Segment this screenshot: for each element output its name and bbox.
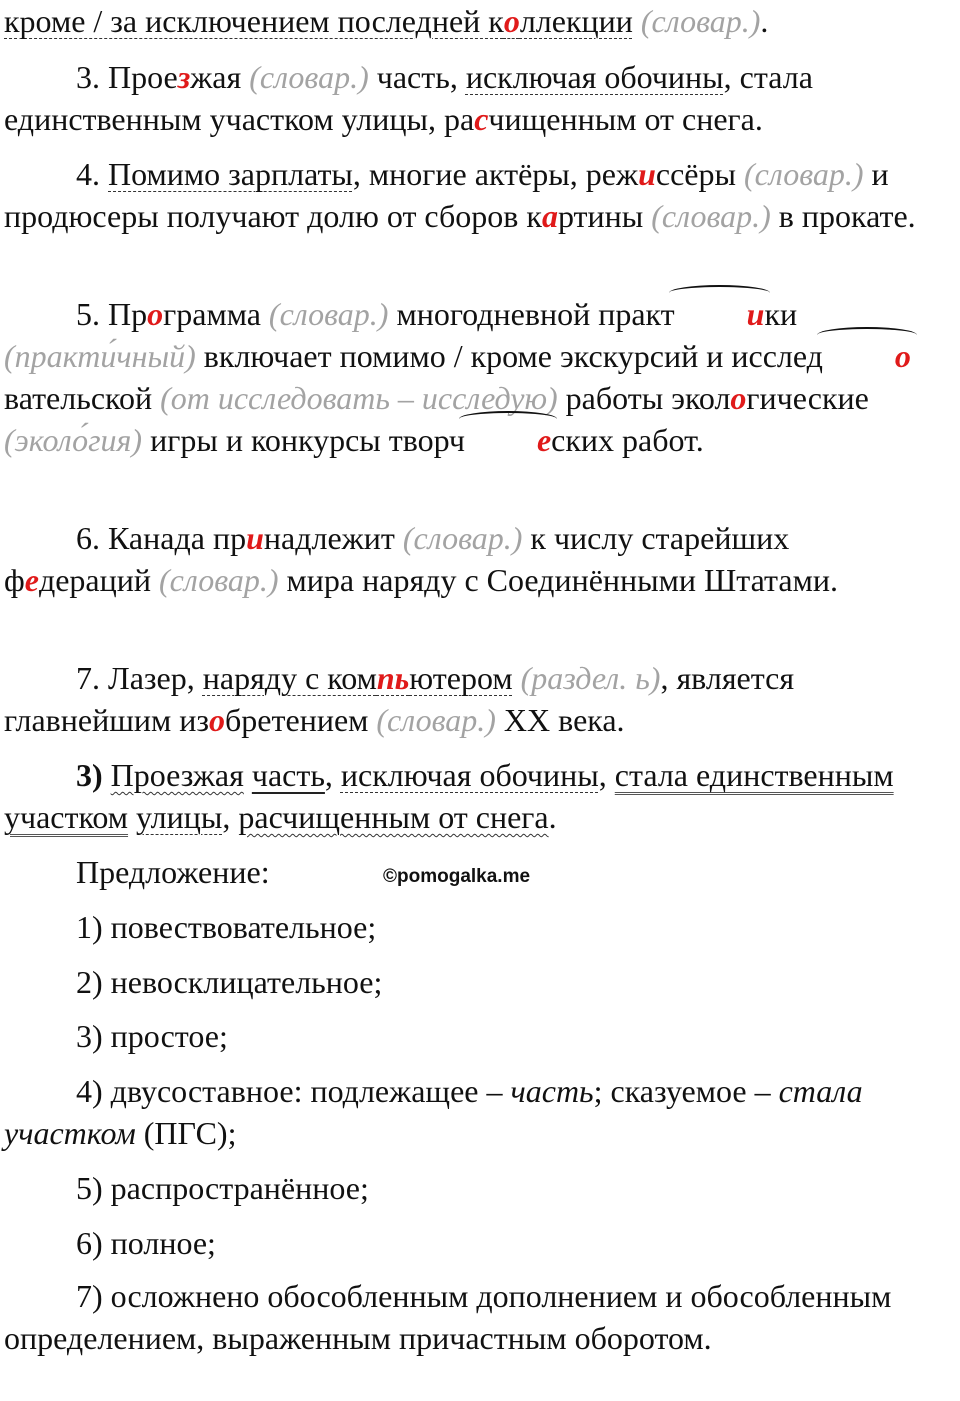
- text-run: бретением: [225, 702, 369, 738]
- list-item: 6) полное;: [76, 1225, 216, 1261]
- dictionary-note: (словар.): [402, 520, 523, 556]
- text-run: грамма: [163, 296, 261, 332]
- text-run: часть,: [376, 59, 458, 95]
- watermark: ©pomogalka.me: [383, 866, 531, 887]
- text-run: ; сказуемое –: [593, 1073, 771, 1109]
- item-number: 6. Канада пр: [76, 520, 247, 556]
- object-phrase: исключая обочины: [340, 757, 599, 793]
- highlighted-letter: о: [503, 3, 520, 39]
- highlighted-letter: и: [675, 293, 765, 335]
- list-item: 1) повествовательное;: [76, 909, 377, 945]
- dictionary-note: (словар.): [159, 562, 279, 598]
- item-number: 7. Лазер,: [76, 660, 195, 696]
- text-run: чищенным от снега.: [488, 101, 763, 137]
- italic-term: стала участком: [4, 1073, 863, 1151]
- list-item: 2) невосклицательное;: [76, 964, 383, 1000]
- dictionary-note: (от исследовать – исследую): [160, 380, 558, 416]
- highlighted-letter: с: [474, 101, 489, 137]
- parse-sentence: 3) Проезжая часть, исключая обочины, стала единственным участком улицы, расчищенным от снега.: [4, 757, 894, 835]
- italic-term: часть: [510, 1073, 594, 1109]
- text-run: игры и конкурсы творч: [150, 422, 465, 458]
- text-run: ских работ.: [551, 422, 704, 458]
- predicate: стала единственным: [614, 757, 894, 793]
- dictionary-note: (словар.): [640, 3, 761, 39]
- exercise-item-3: [4, 56, 934, 140]
- dictionary-note: (словар.): [268, 296, 389, 332]
- text-run: ютером: [409, 660, 513, 696]
- dashed-phrase: [203, 660, 513, 696]
- subject: часть: [251, 757, 325, 793]
- text-run: работы экол: [565, 380, 731, 416]
- dictionary-note: (словар.): [651, 198, 771, 234]
- participial-phrase: расчищенным от снега: [238, 799, 549, 835]
- exercise-item-4: [4, 153, 934, 237]
- list-item: 3) простое;: [76, 1018, 228, 1054]
- text-run: наряду с ком: [202, 660, 377, 696]
- text-run: вательской: [4, 380, 153, 416]
- dictionary-note: (словар.): [249, 59, 369, 95]
- dictionary-note: (словар.): [376, 702, 496, 738]
- object: улицы: [136, 799, 223, 835]
- dictionary-note: (раздел. ь): [520, 660, 661, 696]
- text-run: жая: [190, 59, 242, 95]
- text-run: гические: [746, 380, 869, 416]
- dictionary-note: (словар.): [743, 156, 864, 192]
- text-run: многодневной практ: [396, 296, 675, 332]
- highlighted-letter: е: [465, 419, 551, 461]
- exercise-item-7: [4, 657, 934, 741]
- text-run: и продюсеры получают долю от сборов к: [4, 156, 889, 234]
- highlighted-letter: пь: [376, 660, 410, 696]
- highlighted-letter: и: [246, 520, 264, 556]
- highlighted-letter: з: [177, 59, 191, 95]
- text-run: .: [760, 3, 769, 39]
- adverbial-phrase: Проезжая: [110, 757, 244, 793]
- highlighted-letter: и: [638, 156, 656, 192]
- text-run: ссёры: [655, 156, 736, 192]
- text-run: в прокате.: [778, 198, 916, 234]
- dashed-phrase: [4, 3, 633, 39]
- highlighted-letter: о: [730, 380, 747, 416]
- text-run: включает помимо / кроме экскурсий и исслед: [203, 338, 823, 374]
- dashed-phrase: Помимо зарплаты: [108, 156, 353, 192]
- text-run: , стала единственным участком улицы, ра: [4, 59, 813, 137]
- list-item: [4, 1070, 934, 1154]
- highlighted-letter: е: [24, 562, 39, 598]
- highlighted-letter: о: [209, 702, 226, 738]
- text-run: , является главнейшим из: [4, 660, 795, 738]
- exercise-item-5: [4, 293, 934, 461]
- analysis-intro: Предложение:: [76, 854, 270, 890]
- text-run: дераций: [38, 562, 151, 598]
- predicate: участком: [4, 799, 129, 835]
- exercise-item-6: [4, 517, 934, 601]
- text-run: надлежит: [263, 520, 395, 556]
- list-item: 7) осложнено обособленным дополнением и обособленным определением, выраженным причастным оборотом.: [4, 1278, 892, 1356]
- text-run: кроме / за исключением последней к: [4, 3, 504, 39]
- text-run: ллекции: [519, 3, 633, 39]
- text-run: ртины: [557, 198, 644, 234]
- text-run: ки: [764, 296, 798, 332]
- text-run: , многие актёры, реж: [352, 156, 639, 192]
- text-run: (ПГС);: [143, 1115, 237, 1151]
- list-item: 5) распространённое;: [76, 1170, 369, 1206]
- dashed-phrase: исключая обочины: [465, 59, 724, 95]
- line-continuation: [4, 0, 934, 42]
- item-number: 5. Пр: [76, 296, 148, 332]
- item-number: 3. Прое: [76, 59, 178, 95]
- text-run: 4) двусоставное: подлежащее –: [76, 1073, 503, 1109]
- text-run: мира наряду с Соединёнными Штатами.: [286, 562, 838, 598]
- dictionary-note: (эколо́гия): [4, 422, 143, 458]
- text-run: к числу старейших ф: [4, 520, 790, 598]
- dictionary-note: (практи́чный): [4, 338, 196, 374]
- highlighted-letter: а: [541, 198, 558, 234]
- text-run: .: [548, 799, 557, 835]
- item-number: 3): [76, 757, 103, 793]
- highlighted-letter: о: [823, 335, 911, 377]
- highlighted-letter: о: [147, 296, 164, 332]
- text-run: XX века.: [503, 702, 625, 738]
- item-number: 4.: [76, 156, 100, 192]
